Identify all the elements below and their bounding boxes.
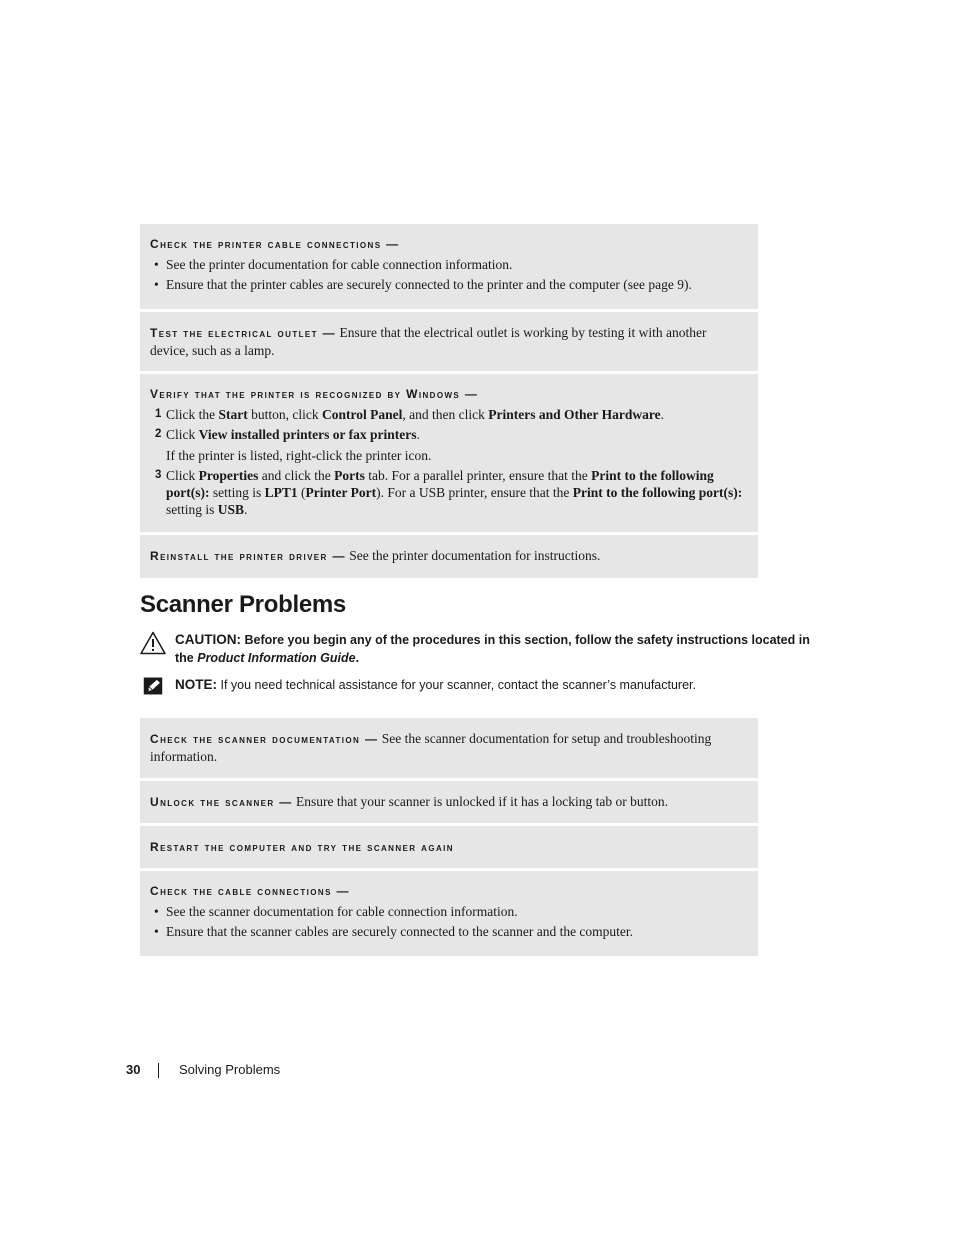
ui-label-printer-port: Printer Port — [305, 485, 377, 500]
step-number: 2 — [155, 428, 162, 440]
section-title: Scanner Problems — [140, 591, 346, 618]
step-number: 1 — [155, 408, 162, 420]
step-text: ( — [297, 485, 306, 500]
caution-label: CAUTION: — [175, 632, 241, 647]
reinstall-driver-block — [140, 535, 758, 578]
step-1 — [150, 406, 748, 423]
reinstall-driver-heading: Reinstall the printer driver — — [150, 549, 346, 563]
step-text: setting is — [209, 485, 265, 500]
list-item: • Ensure that the scanner cables are securely connected to the scanner and the computer. — [150, 923, 748, 940]
step-3 — [150, 467, 748, 518]
ui-label-printers-hardware: Printers and Other Hardware — [488, 407, 661, 422]
verify-printer-block — [140, 374, 758, 532]
ui-label-properties: Properties — [198, 468, 259, 483]
note-notice — [140, 676, 810, 694]
step-text: , and then click — [402, 407, 489, 422]
ui-label-usb: USB — [217, 502, 245, 517]
step-text: Click the — [166, 407, 219, 422]
note-label: NOTE: — [175, 677, 217, 692]
note-pencil-icon — [143, 676, 163, 696]
scanner-documentation-block — [140, 718, 758, 778]
electrical-outlet-heading: Test the electrical outlet — — [150, 326, 337, 340]
scanner-cable-heading: Check the cable connections — — [150, 884, 350, 898]
step-text: . — [660, 407, 664, 422]
list-item: • See the scanner documentation for cable connection information. — [150, 903, 748, 920]
ui-label-lpt1: LPT1 — [264, 485, 298, 500]
step-text: setting is — [166, 502, 218, 517]
step-text: button, click — [247, 407, 322, 422]
electrical-outlet-block — [140, 312, 758, 371]
printer-cable-heading: Check the printer cable connections — — [150, 237, 400, 251]
ui-label-start: Start — [218, 407, 248, 422]
step-text: tab. For a parallel printer, ensure that the — [364, 468, 592, 483]
product-guide-title: Product Information Guide — [197, 651, 356, 665]
step-text: ). For a USB printer, ensure that the — [376, 485, 573, 500]
page-number: 30 — [126, 1062, 141, 1077]
ui-label-print-to-port: Print to the following port(s): — [166, 468, 714, 500]
caution-notice — [140, 631, 810, 667]
restart-computer-block — [140, 826, 758, 868]
page-footer — [126, 1062, 281, 1077]
reinstall-driver-text: See the printer documentation for instructions. — [349, 548, 601, 563]
step-text: and click the — [258, 468, 335, 483]
note-text: If you need technical assistance for your scanner, contact the scanner’s manufacturer. — [220, 678, 696, 692]
ui-label-print-to-port: Print to the following port(s): — [572, 485, 743, 500]
scanner-documentation-heading: Check the scanner documentation — — [150, 732, 379, 746]
scanner-cable-block — [140, 871, 758, 956]
step-text: Click — [166, 427, 199, 442]
list-item: • Ensure that the printer cables are securely connected to the printer and the computer (see page 9). — [150, 276, 748, 293]
unlock-scanner-heading: Unlock the scanner — — [150, 795, 293, 809]
footer-divider — [158, 1063, 159, 1078]
caution-end: . — [355, 651, 360, 665]
step-2-subtext: If the printer is listed, right-click the printer icon. — [166, 448, 432, 463]
unlock-scanner-text: Ensure that your scanner is unlocked if it has a locking tab or button. — [296, 794, 668, 809]
ui-label-control-panel: Control Panel — [322, 407, 403, 422]
restart-computer-heading: Restart the computer and try the scanner again — [150, 840, 454, 854]
step-2 — [150, 426, 748, 443]
caution-triangle-icon — [140, 631, 166, 655]
caution-text: Before you begin any of the procedures in this section, follow the safety instructions located in the — [175, 633, 810, 665]
electrical-outlet-text: Ensure that the electrical outlet is working by testing it with another device, such as a lamp. — [150, 325, 707, 358]
step-number: 3 — [155, 469, 162, 481]
unlock-scanner-block — [140, 781, 758, 823]
footer-section-title: Solving Problems — [179, 1062, 281, 1077]
list-item: • See the printer documentation for cable connection information. — [150, 256, 748, 273]
scanner-documentation-text: See the scanner documentation for setup and troubleshooting information. — [150, 731, 712, 764]
step-text: Click — [166, 468, 199, 483]
ui-label-ports: Ports — [334, 468, 365, 483]
ui-label-view-printers: View installed printers or fax printers — [198, 427, 417, 442]
step-text: . — [244, 502, 248, 517]
printer-cable-block — [140, 224, 758, 309]
step-text: . — [416, 427, 420, 442]
verify-printer-heading: Verify that the printer is recognized by Windows — — [150, 387, 479, 401]
